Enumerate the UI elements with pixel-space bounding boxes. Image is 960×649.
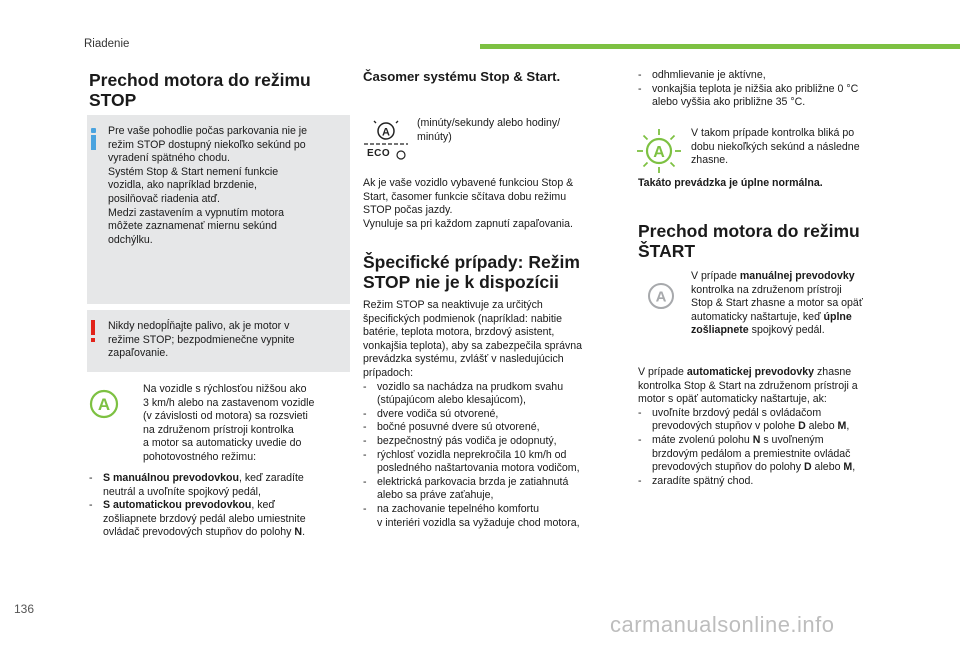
speed-text: Na vozidle s rýchlosťou nižšou ako 3 km/h alebo na zastavenom vozidle (v závislosti od motora) sa rozsvieti na združenom prístroji kontrolka a motor sa automaticky uvedie do pohotovostného režimu: (143, 383, 315, 463)
svg-text:A: A (97, 395, 111, 414)
warning-text: Nikdy nedopĺňajte palivo, ak je motor v režime STOP; bezpodmienečne vypnite zapaľovanie. (108, 320, 295, 360)
special-cases-text: Režim STOP sa neaktivuje za určitých špecifických podmienok (napríklad: nabitie batérie, teplota motora, brzdový asistent, vonkajšia teplota), aby sa zabezpečila správna prevádzka systému, zvlášť v nasledujúcich prípadoch: - vozidlo sa nachádza na prudkom svahu (stúpajúcom alebo klesajúcom), - dvere vodiča sú otvorené, - bočné posuvné dvere sú otvorené, - bezpečnostný pás vodiča je odopnutý, - rýchlosť vozidla neprekročila 10 km/h od posledného naštartovania motora vodičom, - elektrická parkovacia brzda je zatiahnutá alebo sa práve zaťahuje, - na zachovanie tepelného komfortu v interiéri vozidla sa vyžaduje chod motora, (363, 299, 628, 530)
blink-text: V takom prípade kontrolka bliká po dobu niekoľkých sekúnd a následne zhasne. (691, 127, 860, 167)
manual-gearbox-text: V prípade manuálnej prevodovky kontrolka na združenom prístroji Stop & Start zhasne a motor sa opäť automaticky naštartuje, keď úplne zošliapnete spojkový pedál. (691, 270, 863, 337)
header-accent-bar (480, 44, 960, 49)
special-cases-title: Špecifické prípady: Režim STOP nie je k dispozícii (363, 252, 580, 292)
exclamation-icon (90, 320, 96, 344)
timer-title: Časomer systému Stop & Start. (363, 69, 561, 84)
list-item: - máte zvolenú polohu N s uvoľneným (638, 433, 824, 446)
normal-operation-note: Takáto prevádzka je úplne normálna. (638, 177, 823, 189)
svg-text:A: A (655, 288, 667, 306)
stop-start-off-indicator-icon (645, 280, 677, 312)
eco-label: ECO (367, 148, 391, 159)
start-mode-title: Prechod motora do režimu ŠTART (638, 221, 860, 261)
list-item: - vonkajšia teplota je nižšia ako približne 0 °C alebo vyššia ako približne 35 °C. (638, 82, 859, 109)
watermark: carmanualsonline.info (610, 612, 835, 637)
stop-start-green-indicator-icon (87, 387, 121, 421)
list-item: - bočné posuvné dvere sú otvorené, (363, 421, 540, 434)
list-item: - odhmlievanie je aktívne, (638, 69, 766, 81)
list-item: - elektrická parkovacia brzda je zatiahnutá alebo sa práve zaťahuje, (363, 475, 569, 502)
page-number: 136 (14, 602, 35, 616)
automatic-gearbox-text: V prípade automatickej prevodovky zhasne kontrolka Stop & Start na združenom prístroji a motor s opäť automaticky naštartuje, ak: - uvoľníte brzdový pedál s ovládačom prevodových stupňov v polohe D alebo M, - máte zvolenú polohu N s uvoľneným brzdovým pedálom a premiestnite ovládač prevodových stupňov do polohy D alebo M, - zaradíte spätný chod. (638, 366, 913, 488)
list-item: - vozidlo sa nachádza na prudkom svahu (stúpajúcom alebo klesajúcom), (363, 380, 564, 407)
stop-mode-title: Prechod motora do režimu STOP (89, 70, 311, 110)
list-item: - dvere vodiča sú otvorené, (363, 407, 499, 420)
stop-start-timer-icon (362, 117, 410, 167)
info-text: Pre vaše pohodlie počas parkovania nie je režim STOP dostupný niekoľko sekúnd po vyradení spätného chodu. Systém Stop & Start nemení funkcie vozidla, ako napríklad brzdenie, posilňovač riadenia atď. Medzi zastavením a vypnutím motora môžete zaznamenať miernu sekúnd odchýlku. (108, 125, 308, 246)
continued-list (638, 69, 903, 110)
timer-caption: (minúty/sekundy alebo hodiny/ minúty) (417, 117, 561, 143)
blinking-indicator-icon (634, 126, 684, 176)
svg-text:A: A (653, 144, 665, 161)
svg-text:A: A (382, 126, 390, 139)
info-icon (91, 128, 97, 150)
list-item: - bezpečnostný pás vodiča je odopnutý, (363, 434, 557, 447)
list-item: - na zachovanie tepelného komfortu v interiéri vozidla sa vyžaduje chod motora, (363, 502, 580, 529)
timer-description: Ak je vaše vozidlo vybavené funkciou Stop & Start, časomer funkcie sčítava dobu režimu STOP počas jazdy. Vynuluje sa pri každom zapnutí zapaľovania. (363, 177, 574, 230)
list-item: - uvoľníte brzdový pedál s ovládačom (638, 406, 822, 419)
list-item: - zaradíte spätný chod. (638, 474, 754, 487)
list-item: - rýchlosť vozidla neprekročila 10 km/h od posledného naštartovania motora vodičom, (363, 448, 580, 475)
section-header: Riadenie (84, 38, 130, 50)
gearbox-list: - S manuálnou prevodovkou, keď zaradíte neutrál a uvoľníte spojkový pedál, - S automatickou prevodovkou, keď zošliapnete brzdový pedál alebo umiestnite ovládač prevodových stupňov do polohy N. (89, 472, 306, 539)
